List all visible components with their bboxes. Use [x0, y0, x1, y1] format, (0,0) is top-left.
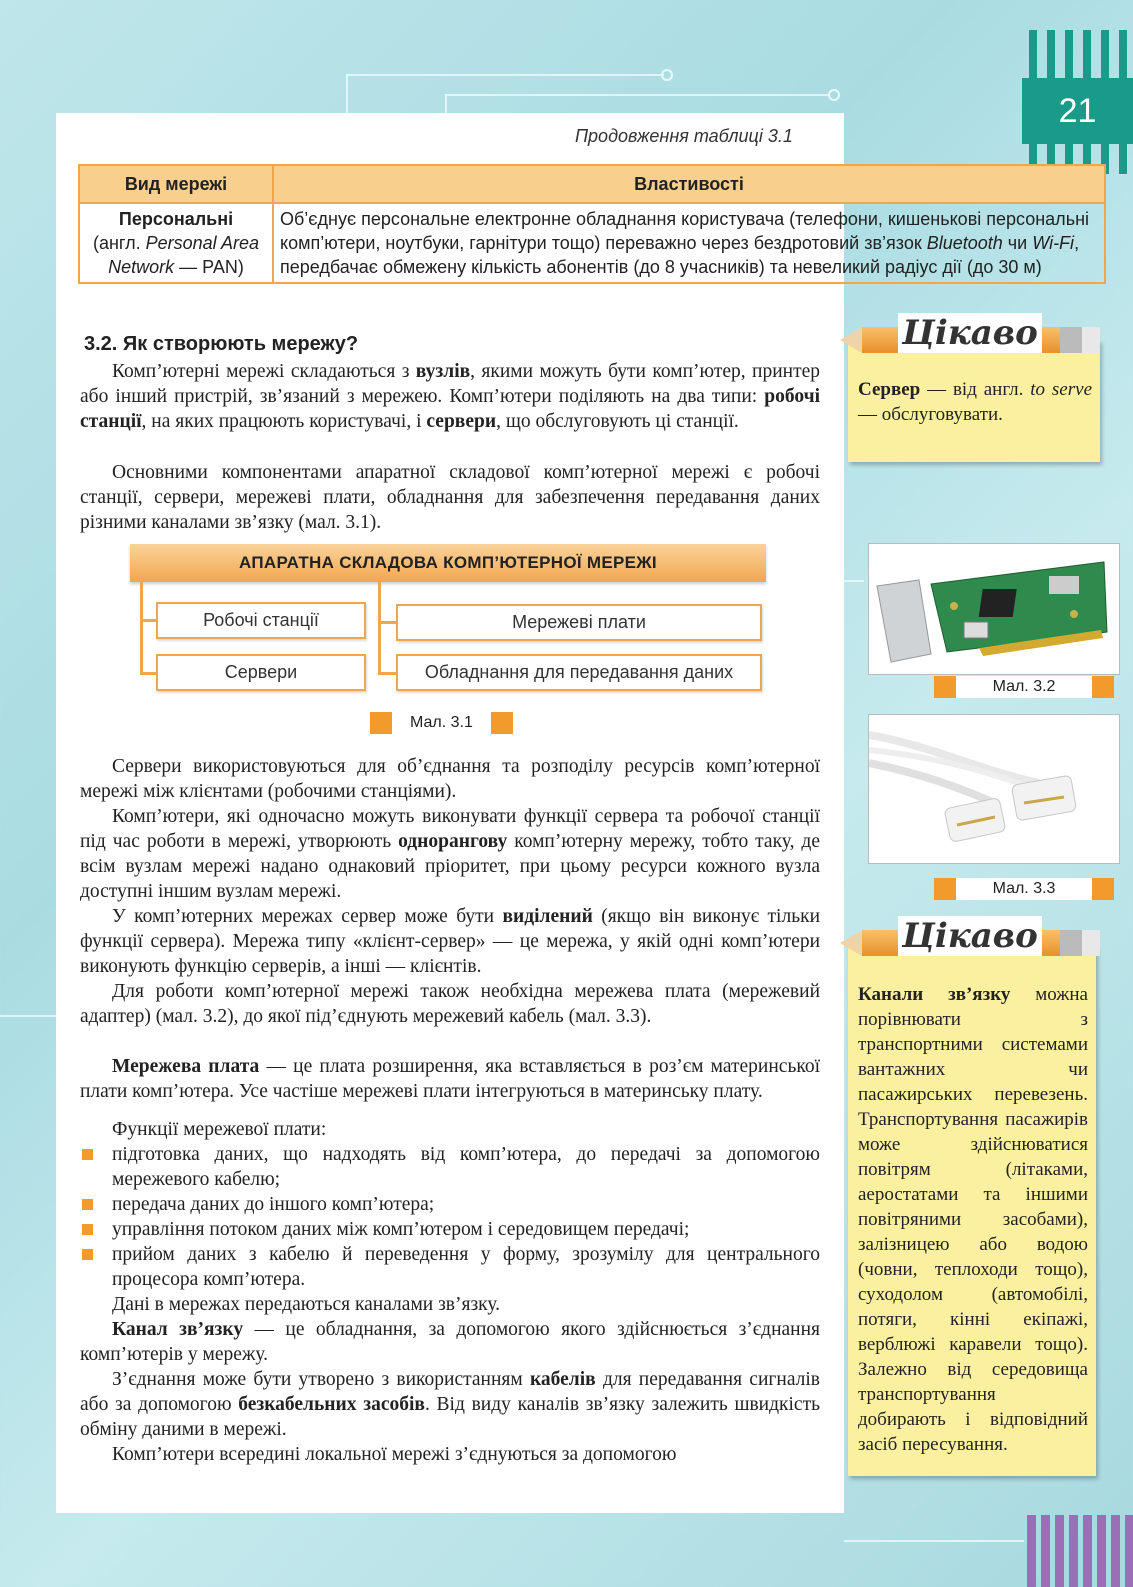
note-text: Сервер — від англ. to serve — обслуговувати. [858, 379, 1092, 425]
paragraph: Комп’ютерні мережі складаються з вузлів, якими можуть бути комп’ютер, принтер або інший пристрій, зв’язаний з мережею. Комп’ютери поділяють на два типи: робочі станції, на яких працюють користувачі, і сервери, що обслуговують ці станції. [80, 361, 820, 432]
note-text: Канали зв’язку можна порівнювати з транспортними системами вантажних чи пасажирських перевезень. Транспортування пасажирів може здійснюватися повітрям (літаками, аеростатами та іншими повітряними засобами), залізницею або водою (човни, теплоходи тощо), суходолом (автомобілі, потяги, кінні екіпажі, верблюжі каравели тощо). Залежно від середовища транспортування добирають і відповідний засіб пересування. [858, 984, 1088, 1455]
section-title: 3.2. Як створюють мережу? [84, 333, 359, 355]
paragraph: Канал зв’язку — це обладнання, за допомогою якого здійснюється з’єднання комп’ютерів у мережу. [80, 1319, 821, 1365]
list-item: передача даних до іншого комп’ютера; [80, 1192, 820, 1217]
figure-caption: Мал. 3.1 [370, 712, 513, 734]
background-dot [828, 89, 840, 101]
figure-caption: Мал. 3.2 [944, 676, 1104, 698]
table-header-properties: Властивості [273, 165, 1105, 203]
list-item: прийом даних з кабелю й переведення у форму, зрозумілу для центрального процесора комп’ютера. [80, 1242, 820, 1292]
paragraph: Дані в мережах передаються каналами зв’язку. [112, 1294, 501, 1315]
note-label: Цікаво [898, 916, 1042, 956]
background-line [0, 1015, 56, 1017]
figure-caption: Мал. 3.3 [944, 878, 1104, 900]
table-row [79, 203, 1105, 283]
background-line [346, 74, 348, 114]
functions-intro: Функції мережевої плати: [112, 1119, 327, 1140]
network-card-photo [868, 543, 1120, 675]
background-line [445, 94, 830, 96]
background-line [844, 1540, 1024, 1542]
diagram-box-workstations: Робочі станції [156, 602, 366, 639]
background-line [844, 580, 864, 582]
table-continuation-label: Продовження таблиці 3.1 [575, 126, 793, 146]
paragraph: Мережева плата — це плата розширення, яка вставляється в роз’єм материнської плати комп’ютера. Усе частіше мережеві плати інтегруються в материнську плату. [80, 1056, 821, 1102]
background-line [346, 74, 664, 76]
decorative-stripes [1025, 1515, 1133, 1587]
background-dot [661, 69, 673, 81]
diagram-box-data-equipment: Обладнання для передавання даних [396, 654, 762, 691]
list-item: підготовка даних, що надходять від комп’ютера, до передачі за допомогою мережевого кабелю; [80, 1142, 820, 1192]
paragraph: Основними компонентами апаратної складової комп’ютерної мережі є робочі станції, сервери, мережеві плати, обладнання для забезпечення передавання даних різними каналами зв’язку (мал. 3.1). [80, 462, 820, 533]
paragraph: У комп’ютерних мережах сервер може бути виділений (якщо він виконує тільки функції сервера). Мережа типу «клієнт-сервер» — це мережа, у якій одні комп’ютери виконують функцію серверів, а інші — клієнтів. [80, 906, 821, 977]
paragraph: Комп’ютери, які одночасно можуть виконувати функції сервера та робочої станції під час роботи в мережі, утворюють однорангову комп’ютерну мережу, тобто таку, де всім вузлам мережі надано однаковий пріоритет, при цьому ресурси кожного вузла доступні іншим вузлам мережі. [80, 806, 820, 902]
paragraph: Комп’ютери всередині локальної мережі з’єднуються за допомогою [112, 1444, 677, 1465]
page-number: 21 [1022, 78, 1133, 144]
paragraph: Для роботи комп’ютерної мережі також необхідна мережева плата (мережевий адаптер) (мал. 3.2), до якої під’єднують мережевий кабель (мал. 3.3). [80, 981, 820, 1027]
network-cable-photo [868, 714, 1120, 864]
background-line [445, 94, 447, 114]
diagram-box-network-cards: Мережеві плати [396, 604, 762, 641]
diagram-box-servers: Сервери [156, 654, 366, 691]
diagram-title: АПАРАТНА СКЛАДОВА КОМП’ЮТЕРНОЇ МЕРЕЖІ [130, 544, 766, 582]
table-cell-kind: Персональні (англ. Personal Area Network — PAN) [79, 203, 273, 283]
pencil-icon [840, 916, 1100, 958]
functions-list [80, 1142, 820, 1292]
list-item: управління потоком даних між комп’ютером і середовищем передачі; [80, 1217, 820, 1242]
paragraph: З’єднання може бути утворено з використанням кабелів для передавання сигналів або за допомогою безкабельних засобів. Від виду каналів зв’язку залежить швидкість обміну даними в мережі. [80, 1369, 821, 1440]
pencil-icon [840, 313, 1100, 355]
table-header-kind: Вид мережі [79, 165, 273, 203]
note-label: Цікаво [898, 313, 1042, 353]
table-cell-properties: Об’єднує персональне електронне обладнання користувача (телефони, кишенькові персональні комп’ютери, ноутбуки, гарнітури тощо) переважно через бездротовий зв’язок Bluetooth чи Wi-Fi, передбачає обмежену кількість абонентів (до 8 учасників) та невеликий радіус дії (до 30 м) [273, 203, 1105, 283]
network-types-table [78, 164, 1106, 284]
paragraph: Сервери використовуються для об’єднання та розподілу ресурсів комп’ютерної мережі між клієнтами (робочими станціями). [80, 756, 820, 802]
